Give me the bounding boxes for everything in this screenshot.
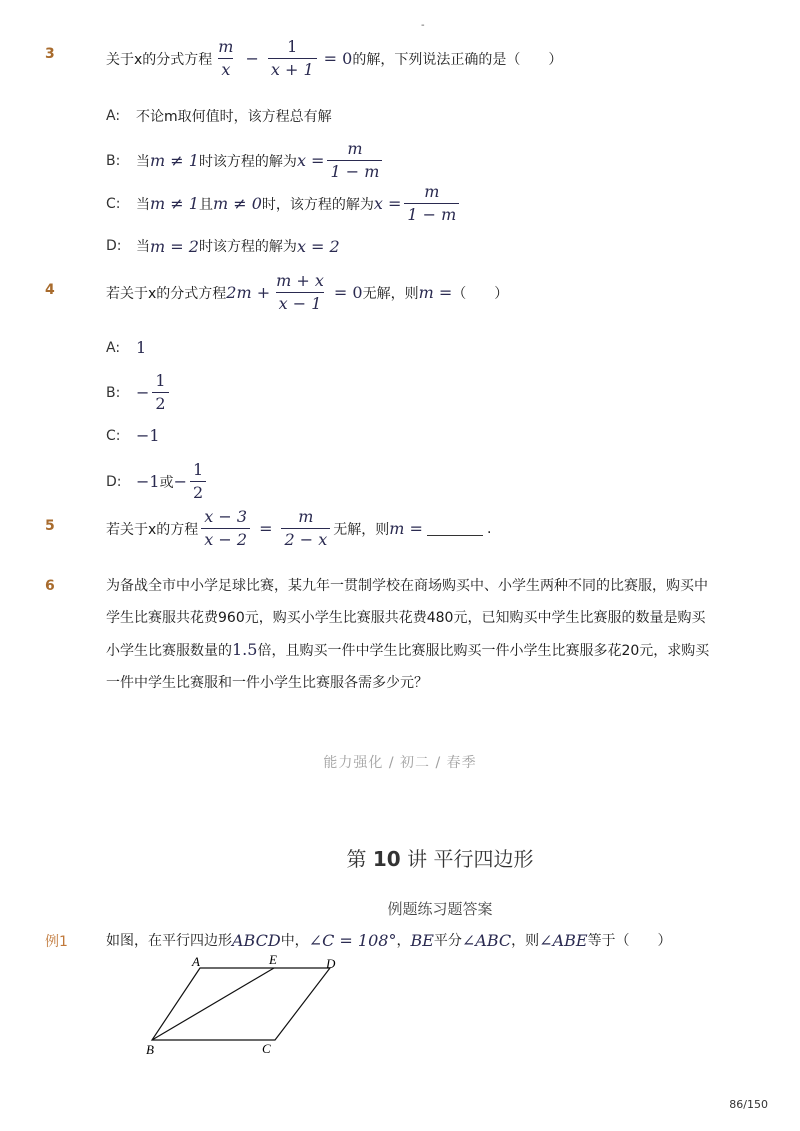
option-pre: 当 [136,239,150,255]
option-condition-2: m ≠ 0 [212,194,262,213]
fraction-numerator: 1 [193,460,204,479]
fraction-numerator: m + x [276,271,324,290]
ex1-m2: ∠C = 108° [308,930,397,950]
ex1-m1: ABCD [232,930,281,950]
option-mid: 时，该方程的解为 [261,196,374,213]
q5-mid: 无解，则 [333,521,390,538]
option-sign: − [173,472,187,491]
option-mid: 时该方程的解为 [198,153,297,170]
ex1-t4: 平分 [433,933,462,949]
chapter-number: 10 [372,847,401,871]
option-fraction [404,183,459,224]
breadcrumb: 能力强化 / 初二 / 春季 [323,755,477,771]
fraction-denominator: 1 − m [404,203,459,224]
label-b: B [146,1042,154,1057]
question-number-6: 6 [45,578,55,594]
q3-equals-zero: = 0 [323,49,353,68]
q5-fraction-1 [201,508,250,549]
q3-option-c[interactable] [106,183,462,224]
option-label: A: [106,108,121,124]
answer-blank[interactable] [427,521,483,536]
option-condition: m = 2 [150,236,199,256]
fraction-denominator: 2 − x [281,528,330,549]
option-and: 且 [198,196,213,213]
ex1-t1: 如图，在平行四边形 [106,933,232,949]
fraction-numerator: m [347,139,363,158]
option-pre: 当 [136,196,150,213]
fraction-denominator: 2 [190,481,206,502]
option-sign: − [136,383,150,402]
ex1-t2: 中， [280,933,309,949]
chapter-title [0,843,800,872]
q5-ask: m = [389,519,423,538]
fraction-numerator: m [298,507,314,526]
ex1-m4: ∠ABC [461,930,512,950]
chapter-post: 讲 平行四边形 [407,847,534,871]
question-number-4: 4 [45,282,55,298]
q4-option-b[interactable] [106,372,172,413]
ex1-t6: 等于（ ） [587,933,672,949]
top-mark: - [421,20,425,31]
label-c: C [262,1041,271,1056]
q4-equals-zero: = 0 [333,283,363,302]
q4-prefix: 若关于x的分式方程 [106,285,227,302]
q3-minus: − [245,49,259,68]
q3-fraction-2 [268,38,317,79]
q3-suffix: 的解，下列说法正确的是（ ） [352,51,563,68]
q4-mid: 无解，则 [362,285,419,302]
label-a: A [192,954,200,969]
option-value: 1 [136,338,147,357]
fraction-denominator: 1 − m [327,160,382,181]
option-lhs: x = [373,194,402,213]
question-4-stem [106,272,508,313]
q3-fraction-1 [215,38,236,79]
option-label: D: [106,473,122,490]
question-number-3: 3 [45,46,55,62]
chapter-pre: 第 [346,847,367,871]
option-or: 或 [159,474,174,491]
option-label: B: [106,152,121,169]
option-label: D: [106,238,122,254]
option-condition: m ≠ 1 [150,194,199,213]
q3-option-a[interactable] [106,106,332,126]
q6-ratio: 1.5 [232,640,258,659]
option-solution: x = 2 [296,236,340,256]
option-fraction [152,372,168,413]
q4-option-a[interactable] [106,338,146,357]
ex1-t5: ，则 [511,933,540,949]
option-value: −1 [136,472,160,491]
q3-f2-numerator: 1 [287,37,298,56]
parallelogram-abcd [152,968,330,1040]
q3-option-b[interactable] [106,140,385,181]
q6-text-part-1: 为备战全市中小学足球比赛，某九年一贯制学校在商场购买中、小学生两种不同的比赛服，购买中学生比赛服共花费960元，购买小学生比赛服共花费480元，已知购买中学生比赛服的数量是购买小学生比赛服数量的 [106,578,708,659]
ex1-t3: ， [396,933,411,949]
q5-equals: = [259,519,273,538]
option-text: 不论m取何值时，该方程总有解 [136,109,332,125]
question-number-5: 5 [45,518,55,534]
label-e: E [269,952,277,967]
option-condition: m ≠ 1 [150,151,199,170]
page-number: 86/150 [729,1098,768,1111]
option-lhs: x = [296,151,325,170]
fraction-numerator: 1 [155,371,166,390]
example-1-stem [106,930,672,950]
parallelogram-figure [140,952,350,1062]
q4-lead: 2m + [226,283,271,302]
q3-prefix: 关于x的分式方程 [106,51,213,68]
fraction-denominator: 2 [152,392,168,413]
q3-f1-numerator: m [218,37,234,56]
fraction-numerator: x − 3 [204,507,248,526]
q5-fraction-2 [281,508,330,549]
q4-fraction [273,272,327,313]
option-fraction [327,140,382,181]
option-pre: 当 [136,153,150,170]
option-value: −1 [136,426,160,445]
fraction-numerator: m [424,182,440,201]
segment-be [152,968,274,1040]
option-label: C: [106,427,121,444]
option-fraction [190,461,206,502]
question-6-text [106,570,718,699]
ex1-m3: BE [410,930,434,950]
q4-option-c[interactable] [106,426,160,445]
q4-option-d[interactable] [106,461,209,502]
q3-option-d[interactable] [106,236,340,256]
q3-f1-denominator: x [218,58,233,79]
option-label: C: [106,195,121,212]
option-label: B: [106,384,121,401]
label-d: D [326,956,336,971]
question-3-stem [106,38,562,79]
option-label: A: [106,339,121,356]
option-mid: 时该方程的解为 [198,239,297,255]
q3-f2-denominator: x + 1 [268,58,317,79]
fraction-denominator: x − 2 [201,528,250,549]
example-label: 例1 [45,934,68,950]
q5-end: . [486,520,492,537]
question-5-stem [106,508,491,549]
section-subtitle: 例题练习题答案 [387,900,493,918]
fraction-denominator: x − 1 [276,292,325,313]
ex1-m5: ∠ABE [539,930,588,950]
q4-paren: （ ） [452,285,509,302]
q5-prefix: 若关于x的方程 [106,521,199,538]
q6-text-part-2: 倍，且购买一件中学生比赛服比购买一件小学生比赛服多花20元，求购买一件中学生比赛服和一件小学生比赛服各需多少元？ [106,643,710,691]
q4-ask: m = [418,283,453,302]
